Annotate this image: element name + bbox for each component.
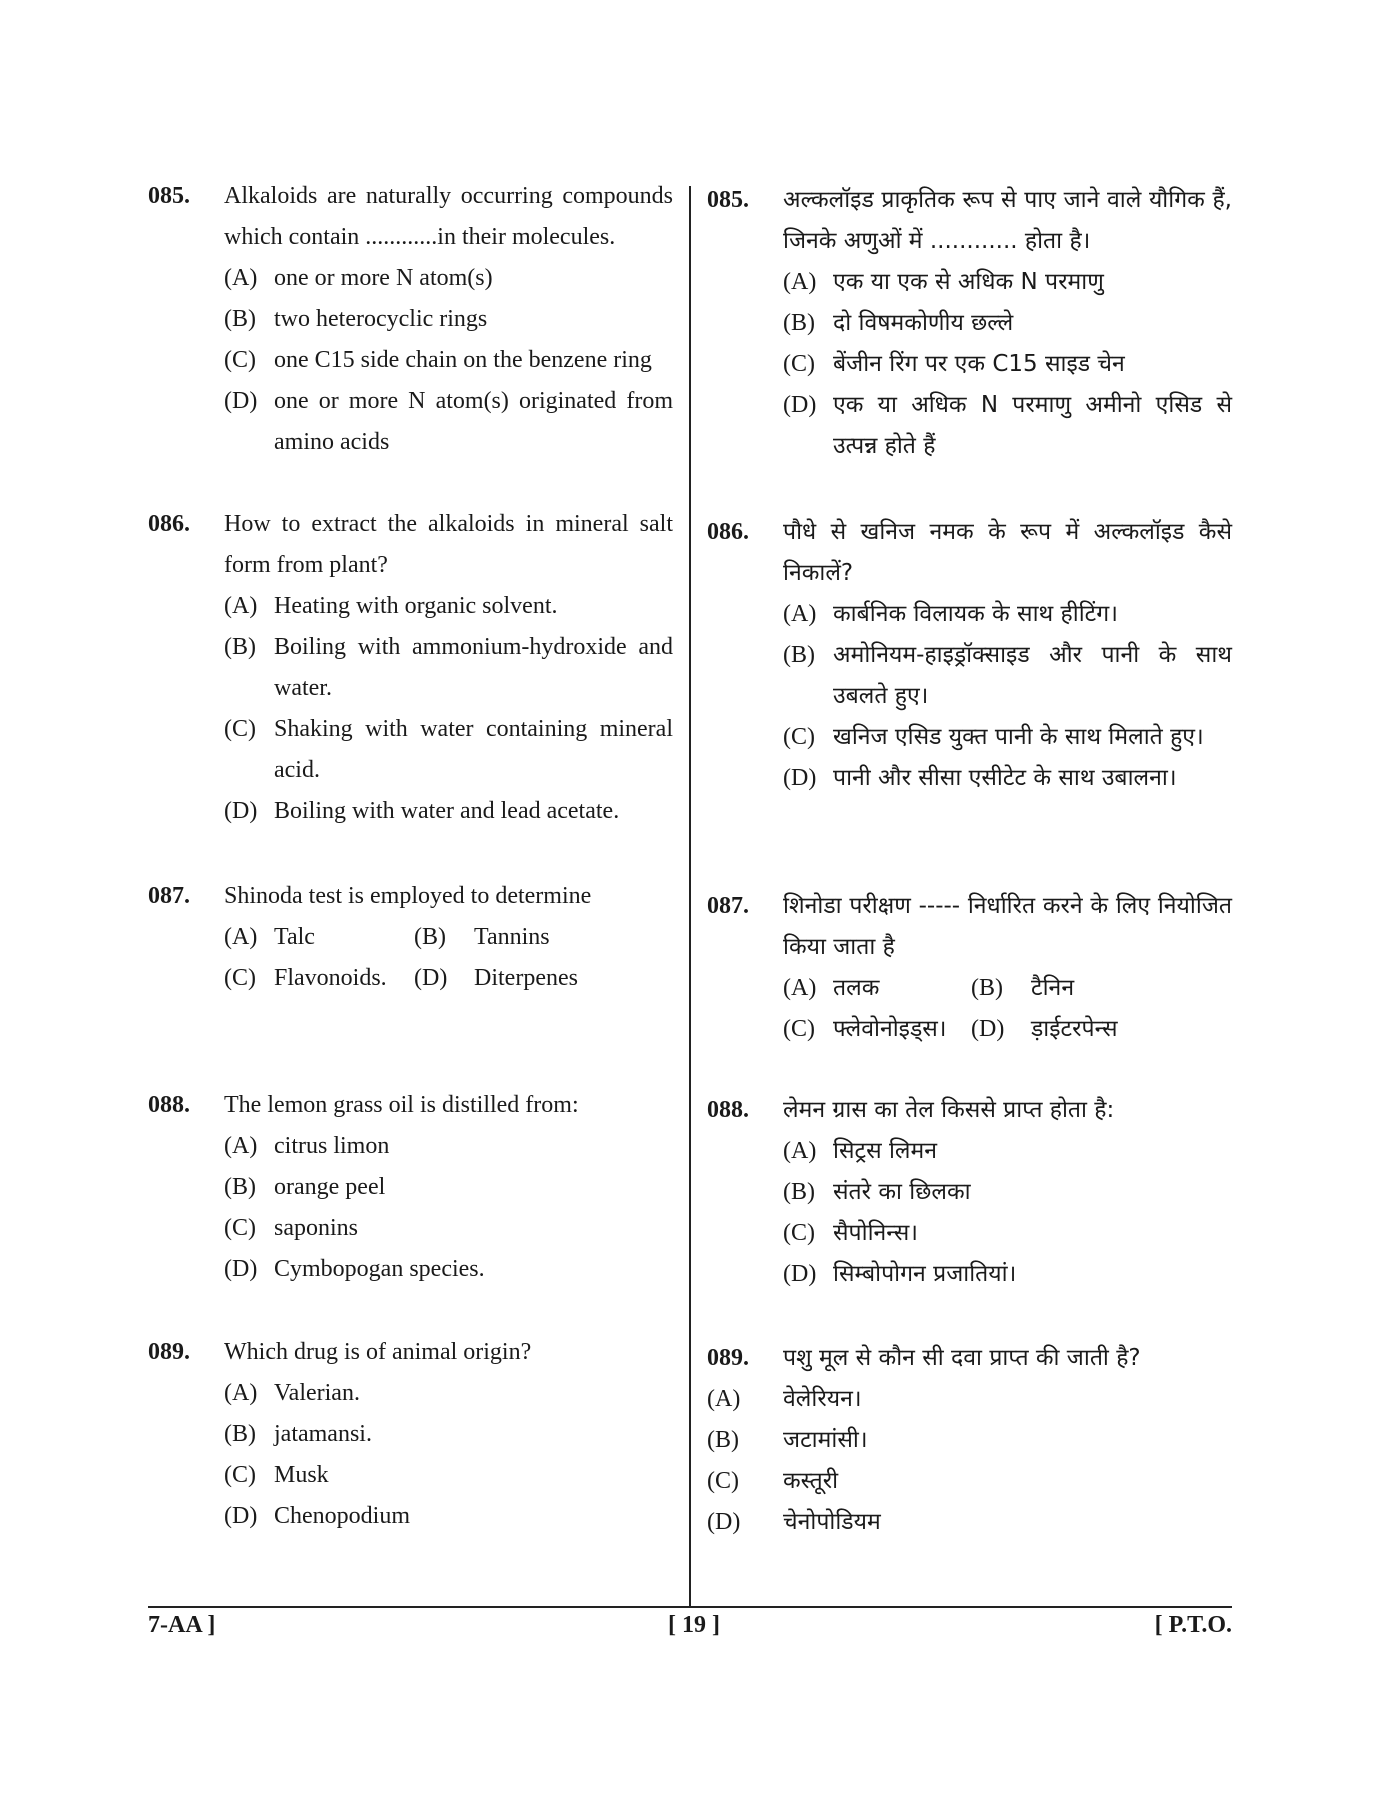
option-label: (D)	[707, 1509, 741, 1535]
question-number: 089.	[148, 1339, 190, 1365]
option-a	[224, 258, 673, 299]
question-text: पशु मूल से कौन सी दवा प्राप्त की जाती है?	[783, 1345, 1141, 1371]
option-label: (C)	[224, 1215, 256, 1241]
question-088-hi	[707, 1090, 1232, 1295]
question-text: How to extract the alkaloids in mineral salt form from plant?	[224, 511, 673, 578]
question-number: 088.	[707, 1097, 749, 1123]
option-label: (A)	[224, 1380, 258, 1406]
option-label: (A)	[224, 265, 258, 291]
question-number: 086.	[707, 519, 749, 545]
booklet-code: 7-AA ]	[148, 1612, 216, 1638]
option-b	[783, 303, 1232, 344]
option-label: (A)	[783, 1138, 817, 1164]
option-text: पानी और सीसा एसीटेट के साथ उबालना।	[833, 765, 1177, 791]
option-text: सिम्बोपोगन प्रजातियां।	[833, 1261, 1017, 1287]
option-c	[783, 1213, 1232, 1254]
question-number: 087.	[148, 883, 190, 909]
option-text: कस्तूरी	[783, 1468, 839, 1494]
option-d	[783, 1254, 1232, 1295]
option-label: (C)	[224, 716, 256, 742]
option-d	[224, 1496, 673, 1537]
option-label: (B)	[224, 1174, 256, 1200]
option-text: Tannins	[474, 924, 550, 950]
option-d	[971, 1009, 1159, 1050]
option-label: (A)	[707, 1386, 741, 1412]
option-label: (C)	[224, 965, 256, 991]
option-label: (C)	[783, 1016, 815, 1042]
option-label: (B)	[783, 642, 815, 668]
question-number: 085.	[148, 183, 190, 209]
option-text: चेनोपोडियम	[783, 1509, 881, 1535]
option-d	[707, 1502, 1232, 1543]
option-text: Cymbopogan species.	[274, 1256, 485, 1282]
option-c	[224, 709, 673, 791]
option-text: Musk	[274, 1462, 329, 1488]
option-text: बेंजीन रिंग पर एक C15 साइड चेन	[833, 351, 1125, 377]
option-label: (B)	[783, 1179, 815, 1205]
option-text: Boiling with water and lead acetate.	[274, 798, 620, 824]
option-label: (C)	[783, 1220, 815, 1246]
option-text: कार्बनिक विलायक के साथ हीटिंग।	[833, 601, 1118, 627]
option-text: saponins	[274, 1215, 358, 1241]
option-d	[783, 385, 1232, 467]
option-label: (C)	[707, 1468, 739, 1494]
option-text: वेलेरियन।	[783, 1386, 862, 1412]
option-c	[224, 958, 414, 999]
option-a	[783, 594, 1232, 635]
option-label: (D)	[224, 1256, 258, 1282]
option-label: (A)	[224, 924, 258, 950]
question-text: लेमन ग्रास का तेल किससे प्राप्त होता है:	[783, 1097, 1115, 1123]
option-text: एक या अधिक N परमाणु अमीनो एसिड से उत्पन्न होते हैं	[833, 392, 1232, 459]
option-label: (D)	[224, 1503, 258, 1529]
option-c	[224, 1208, 673, 1249]
column-divider	[689, 186, 691, 1608]
option-text: one or more N atom(s)	[274, 265, 493, 291]
option-b	[224, 299, 673, 340]
question-085-en	[148, 176, 673, 463]
option-label: (D)	[783, 765, 817, 791]
option-text: citrus limon	[274, 1133, 390, 1159]
option-a	[224, 917, 414, 958]
option-label: (B)	[971, 975, 1003, 1001]
question-text: Shinoda test is employed to determine	[224, 883, 592, 909]
option-text: Flavonoids.	[274, 965, 387, 991]
option-text: one C15 side chain on the benzene ring	[274, 347, 652, 373]
option-text: Talc	[274, 924, 315, 950]
option-d	[414, 958, 578, 999]
option-label: (D)	[783, 392, 817, 418]
question-number: 087.	[707, 893, 749, 919]
question-number: 086.	[148, 511, 190, 537]
question-text: Which drug is of animal origin?	[224, 1339, 532, 1365]
option-text: jatamansi.	[274, 1421, 372, 1447]
question-087-en	[148, 876, 673, 999]
option-b	[783, 635, 1232, 717]
question-text: Alkaloids are naturally occurring compounds which contain ............in their molecules.	[224, 183, 673, 250]
option-label: (D)	[971, 1016, 1005, 1042]
option-a	[224, 1373, 673, 1414]
option-text: Chenopodium	[274, 1503, 410, 1529]
option-label: (D)	[414, 965, 448, 991]
pto-label: [ P.T.O.	[1154, 1612, 1232, 1638]
option-a	[224, 586, 673, 627]
option-b	[971, 968, 1159, 1009]
option-label: (D)	[224, 798, 258, 824]
option-b	[224, 1167, 673, 1208]
option-label: (C)	[783, 351, 815, 377]
option-a	[707, 1379, 1232, 1420]
question-086-en	[148, 504, 673, 832]
option-a	[224, 1126, 673, 1167]
question-number: 089.	[707, 1345, 749, 1371]
question-086-hi	[707, 512, 1232, 799]
footer-rule	[148, 1606, 1232, 1608]
option-text: एक या एक से अधिक N परमाणु	[833, 269, 1104, 295]
option-text: two heterocyclic rings	[274, 306, 488, 332]
option-text: सिट्रस लिमन	[833, 1138, 938, 1164]
option-text: खनिज एसिड युक्त पानी के साथ मिलाते हुए।	[833, 724, 1204, 750]
option-c	[224, 340, 673, 381]
question-088-en	[148, 1085, 673, 1290]
question-number: 088.	[148, 1092, 190, 1118]
option-label: (A)	[783, 269, 817, 295]
question-number: 085.	[707, 187, 749, 213]
option-label: (B)	[224, 634, 256, 660]
question-089-en	[148, 1332, 673, 1537]
option-label: (B)	[224, 306, 256, 332]
option-text: तलक	[833, 975, 880, 1001]
option-text: जटामांसी।	[783, 1427, 868, 1453]
option-d	[224, 791, 673, 832]
option-d	[224, 1249, 673, 1290]
option-a	[783, 968, 971, 1009]
option-label: (A)	[783, 601, 817, 627]
question-089-hi	[707, 1338, 1232, 1543]
option-text: अमोनियम-हाइड्रॉक्साइड और पानी के साथ उबलते हुए।	[833, 642, 1232, 709]
option-label: (A)	[224, 593, 258, 619]
option-text: Boiling with ammonium-hydroxide and water.	[274, 634, 673, 701]
option-b	[224, 627, 673, 709]
option-b	[783, 1172, 1232, 1213]
question-text: अल्कलॉइड प्राकृतिक रूप से पाए जाने वाले यौगिक हैं, जिनके अणुओं में ............ होता है।	[783, 187, 1232, 254]
question-087-hi	[707, 886, 1232, 1050]
option-b	[414, 917, 550, 958]
question-text: पौधे से खनिज नमक के रूप में अल्कलॉइड कैसे निकालें?	[783, 519, 1232, 586]
option-c	[224, 1455, 673, 1496]
option-a	[783, 1131, 1232, 1172]
option-label: (C)	[783, 724, 815, 750]
option-text: ड़ाईटरपेन्स	[1031, 1016, 1118, 1042]
question-text: The lemon grass oil is distilled from:	[224, 1092, 579, 1118]
option-text: दो विषमकोणीय छल्ले	[833, 310, 1014, 336]
option-label: (C)	[224, 347, 256, 373]
option-label: (A)	[224, 1133, 258, 1159]
question-085-hi	[707, 180, 1232, 467]
option-c	[783, 344, 1232, 385]
option-c	[783, 717, 1232, 758]
option-text: फ्लेवोनोइड्स।	[833, 1016, 947, 1042]
question-text: शिनोडा परीक्षण ----- निर्धारित करने के लिए नियोजित किया जाता है	[783, 893, 1232, 960]
option-c	[707, 1461, 1232, 1502]
option-text: Shaking with water containing mineral acid.	[274, 716, 673, 783]
option-a	[783, 262, 1232, 303]
option-label: (B)	[224, 1421, 256, 1447]
option-d	[224, 381, 673, 463]
option-text: one or more N atom(s) originated from amino acids	[274, 388, 673, 455]
option-label: (B)	[414, 924, 446, 950]
option-label: (B)	[783, 310, 815, 336]
option-text: Heating with organic solvent.	[274, 593, 558, 619]
option-d	[783, 758, 1232, 799]
option-b	[224, 1414, 673, 1455]
option-text: सैपोनिन्स।	[833, 1220, 918, 1246]
option-text: संतरे का छिलका	[833, 1179, 971, 1205]
option-b	[707, 1420, 1232, 1461]
option-text: Diterpenes	[474, 965, 578, 991]
option-label: (D)	[783, 1261, 817, 1287]
option-label: (C)	[224, 1462, 256, 1488]
option-c	[783, 1009, 971, 1050]
option-text: टैनिन	[1031, 975, 1075, 1001]
option-text: orange peel	[274, 1174, 386, 1200]
option-label: (B)	[707, 1427, 739, 1453]
option-text: Valerian.	[274, 1380, 360, 1406]
option-label: (D)	[224, 388, 258, 414]
option-label: (A)	[783, 975, 817, 1001]
page-number: [ 19 ]	[668, 1612, 720, 1638]
